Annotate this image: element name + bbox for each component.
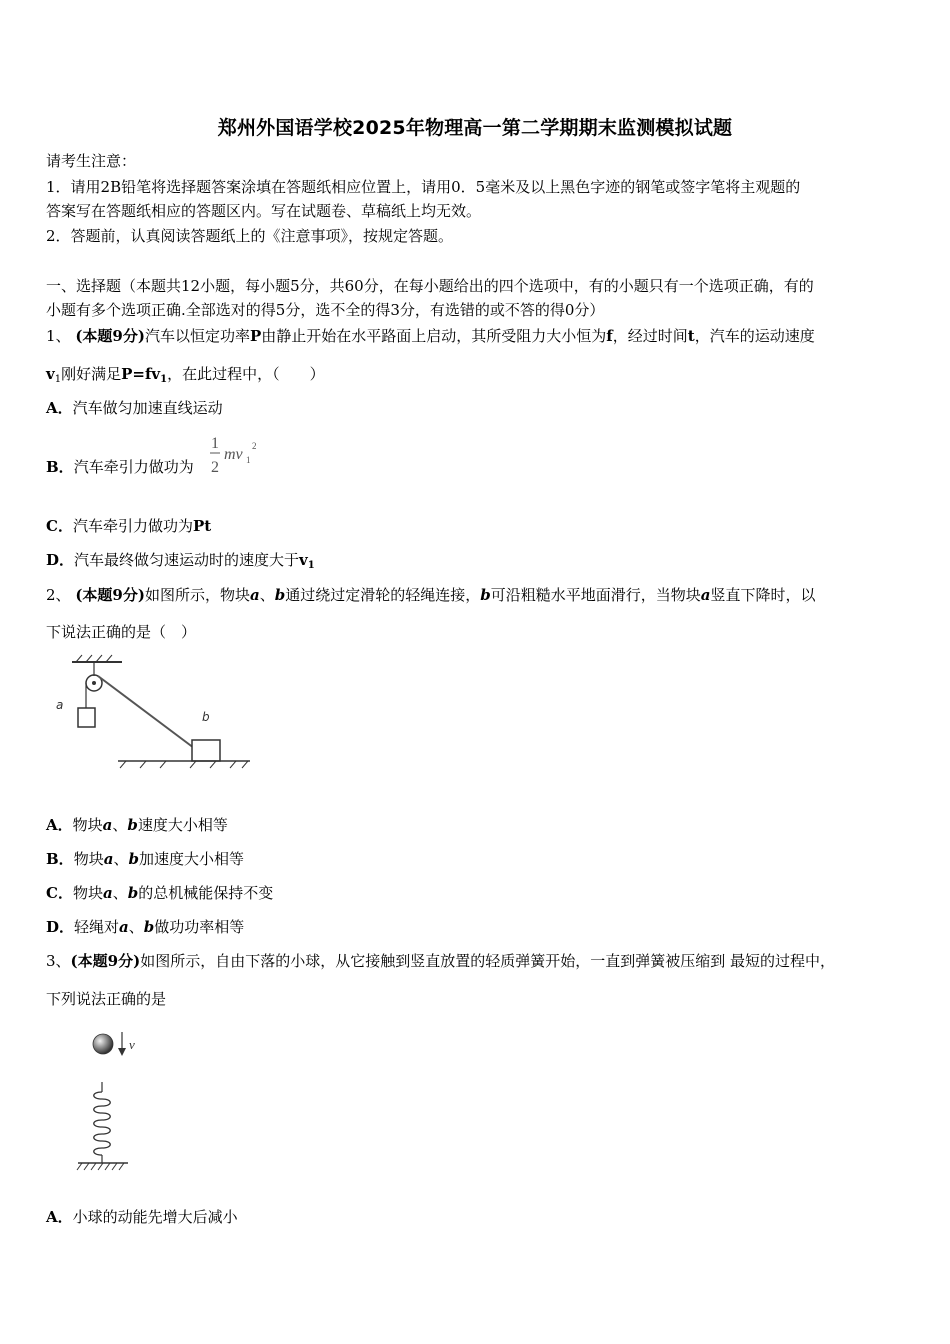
- q2-option-a-sep: 、: [112, 816, 128, 834]
- q1-option-d: [46, 550, 315, 576]
- q2-option-c-sym-a: a: [102, 884, 113, 902]
- q1-stem-line-1: [46, 326, 815, 346]
- q2-option-c-label: C．: [46, 884, 73, 902]
- q2-option-d-sym-b: b: [143, 918, 155, 936]
- q2-option-a: [46, 815, 228, 835]
- notice-heading: 请考生注意：: [46, 152, 137, 170]
- q2-symbol-a-2: a: [700, 586, 711, 604]
- q1-equation: P=fv: [121, 365, 161, 383]
- q1-option-b: [46, 457, 194, 477]
- q1-option-d-text: 汽车最终做匀速运动时的速度大于: [74, 551, 300, 569]
- q2-option-a-sym-a: a: [102, 816, 113, 834]
- q2-option-b-sym-a: a: [103, 850, 114, 868]
- q2-option-b-sep: 、: [113, 850, 129, 868]
- q3-option-a-text: 小球的动能先增大后减小: [72, 1208, 238, 1226]
- q2-option-a-pre: 物块: [72, 816, 103, 834]
- page-title: 郑州外国语学校2025年物理高一第二学期期末监测模拟试题: [217, 117, 733, 139]
- q2-stem-3: 可沿粗糙水平地面滑行，当物块: [490, 586, 701, 604]
- q2-option-b-post: 加速度大小相等: [138, 850, 244, 868]
- q2-symbol-b-2: b: [480, 586, 491, 604]
- q2-option-b: [46, 849, 244, 869]
- q1-number: 1、: [46, 327, 71, 345]
- fraction-subscript: 1: [246, 455, 251, 465]
- q2-option-d-pre: 轻绳对: [74, 918, 120, 936]
- q1-stem-line-2-mid: 刚好满足: [61, 365, 122, 383]
- pulley-axle: [92, 681, 96, 685]
- q2-symbol-b: b: [274, 586, 286, 604]
- q2-sep: 、: [259, 586, 275, 604]
- q2-pulley-figure: [46, 652, 256, 774]
- q1-subscript-1: 1: [54, 374, 62, 385]
- fraction-numerator: 1: [211, 435, 219, 452]
- q2-option-a-post: 速度大小相等: [137, 816, 228, 834]
- q3-number: 3、: [46, 952, 71, 970]
- notice-item-1-line-1: 1．请用2B铅笔将选择题答案涂填在答题纸相应位置上，请用0．5毫米及以上黑色字迹的钢笔或签字笔将主观题的: [46, 178, 801, 196]
- q1-option-c-end: Pt: [192, 517, 212, 535]
- q1-option-d-end: v: [299, 551, 308, 569]
- q2-option-b-label: B．: [46, 850, 74, 868]
- q3-stem-line-2: 下列说法正确的是: [46, 990, 167, 1008]
- q1-symbol-p: P: [249, 327, 262, 345]
- q1-option-a-text: 汽车做匀加速直线运动: [72, 399, 223, 417]
- notice-item-1-line-2: 答案写在答题纸相应的答题区内。写在试题卷、草稿纸上均无效。: [46, 202, 482, 220]
- q2-option-a-label: A．: [46, 816, 73, 834]
- notice-item-2: 2．答题前，认真阅读答题纸上的《注意事项》，按规定答题。: [46, 227, 454, 245]
- q1-option-d-label: D．: [46, 551, 75, 569]
- q1-symbol-t: t: [687, 327, 695, 345]
- ceiling-hatching: [76, 655, 112, 662]
- q1-stem-text: 汽车以恒定功率: [144, 327, 250, 345]
- q3-points: (本题9分): [70, 952, 141, 970]
- label-a: a: [56, 698, 64, 712]
- q2-option-a-sym-b: b: [127, 816, 138, 834]
- arrow-down-icon: [118, 1048, 126, 1056]
- q2-stem-line-1: [46, 585, 816, 605]
- block-b: [192, 740, 220, 761]
- q3-stem-line-1: [46, 951, 835, 971]
- q2-option-c-sym-b: b: [127, 884, 139, 902]
- fraction-mv: mv: [224, 446, 243, 463]
- q1-option-d-subscript: 1: [307, 560, 315, 571]
- q2-option-d-post: 做功功率相等: [154, 918, 245, 936]
- q2-option-d: [46, 917, 244, 937]
- q1-points: (本题9分): [75, 327, 145, 345]
- section-1-line-2: 小题有多个选项正确.全部选对的得5分，选不全的得3分，有选错的或不答的得0分）: [46, 301, 605, 319]
- q2-option-d-label: D．: [46, 918, 75, 936]
- q2-option-b-sym-b: b: [128, 850, 139, 868]
- q1-equation-subscript: 1: [160, 374, 168, 385]
- section-1-line-1: 一、选择题（本题共12小题，每小题5分，共60分，在每小题给出的四个选项中，有的小题只有一个选项正确，有的: [46, 277, 814, 295]
- q1-option-c-text: 汽车牵引力做功为: [72, 517, 193, 535]
- q3-stem: 如图所示，自由下落的小球，从它接触到竖直放置的轻质弹簧开始，一直到弹簧被压缩到 最短的过程中，: [140, 952, 835, 970]
- label-v: v: [129, 1037, 135, 1052]
- ball: [93, 1034, 113, 1054]
- q2-option-d-sym-a: a: [119, 918, 129, 936]
- fraction-superscript: 2: [252, 441, 257, 451]
- block-a: [78, 708, 95, 727]
- rope-slanted: [98, 676, 194, 748]
- fraction-denominator: 2: [211, 459, 219, 476]
- q1-option-c-label: C．: [46, 517, 73, 535]
- q1-symbol-v: v: [46, 365, 55, 383]
- q1-option-a: [46, 398, 223, 418]
- spring: [94, 1092, 111, 1155]
- q2-option-c-sep: 、: [112, 884, 128, 902]
- q1-symbol-f: f: [606, 327, 613, 345]
- q2-stem-4: 竖直下降时，以: [710, 586, 816, 604]
- q1-option-c: [46, 516, 211, 536]
- base-hatching: [77, 1163, 124, 1170]
- q1-option-b-label: B．: [46, 458, 74, 476]
- q1-option-b-text: 汽车牵引力做功为: [73, 458, 194, 476]
- q1-option-b-formula: [208, 432, 268, 478]
- q2-stem-2: 通过绕过定滑轮的轻绳连接，: [285, 586, 481, 604]
- q1-stem-mid-2: ，经过时间: [612, 327, 688, 345]
- q1-stem-line-2-end: ，在此过程中，（ ）: [167, 365, 325, 383]
- q2-symbol-a: a: [249, 586, 260, 604]
- q3-option-a: [46, 1207, 238, 1227]
- q2-number: 2、: [46, 586, 71, 604]
- q2-stem-line-2: 下说法正确的是（ ）: [46, 623, 197, 641]
- q3-option-a-label: A．: [46, 1208, 73, 1226]
- ground-hatching: [120, 761, 248, 768]
- q1-stem-mid: 由静止开始在水平路面上启动，其所受阻力大小恒为: [261, 327, 607, 345]
- q2-points: (本题9分): [75, 586, 145, 604]
- q2-option-c-pre: 物块: [72, 884, 103, 902]
- q2-option-c-post: 的总机械能保持不变: [138, 884, 274, 902]
- q2-stem-1: 如图所示，物块: [144, 586, 250, 604]
- q2-option-b-pre: 物块: [73, 850, 104, 868]
- q2-option-d-sep: 、: [128, 918, 144, 936]
- q2-option-c: [46, 883, 273, 903]
- q1-option-a-label: A．: [46, 399, 73, 417]
- q1-stem-end: ，汽车的运动速度: [694, 327, 815, 345]
- q3-spring-figure: [72, 1022, 152, 1174]
- label-b: b: [202, 710, 210, 724]
- q1-stem-line-2: [46, 364, 325, 390]
